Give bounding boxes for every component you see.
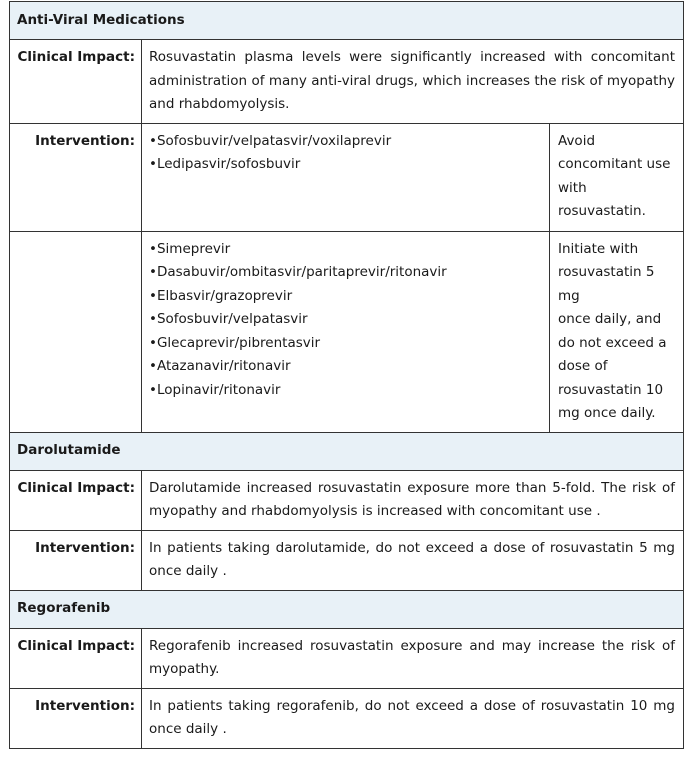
list-item: • Simeprevir — [149, 238, 542, 262]
note-line: with — [558, 179, 587, 196]
clinical-impact-row — [10, 40, 684, 124]
note-line: rosuvastatin 5 — [558, 264, 655, 280]
clinical-impact-row — [10, 628, 684, 688]
empty-label-cell — [10, 231, 142, 432]
intervention-note — [550, 231, 684, 432]
clinical-impact-text: Regorafenib increased rosuvastatin exposure and may increase the risk of myopathy. — [142, 628, 684, 688]
note-line: mg once daily. — [558, 405, 656, 421]
list-item: • Dasabuvir/ombitasvir/paritaprevir/ritonavir — [149, 261, 542, 285]
intervention-label: Intervention: — [10, 123, 142, 231]
drug-interactions-table — [9, 1, 684, 749]
drug-list — [149, 130, 542, 177]
section-title: Regorafenib — [10, 590, 684, 628]
intervention-text: In patients taking regorafenib, do not exceed a dose of rosuvastatin 10 mg once daily . — [142, 688, 684, 748]
intervention-label: Intervention: — [10, 530, 142, 590]
intervention-row — [10, 231, 684, 432]
note-line: do not exceed a — [558, 334, 667, 351]
note-line: rosuvastatin 10 — [558, 381, 664, 398]
clinical-impact-label: Clinical Impact: — [10, 40, 142, 124]
drug-list-cell — [142, 231, 550, 432]
note-line: rosuvastatin. — [558, 203, 646, 219]
intervention-note — [550, 123, 684, 231]
clinical-impact-row — [10, 470, 684, 530]
list-item: • Glecaprevir/pibrentasvir — [149, 332, 542, 356]
list-item: • Sofosbuvir/velpatasvir — [149, 308, 542, 332]
note-line: Initiate with — [558, 240, 639, 257]
intervention-row — [10, 123, 684, 231]
list-item: • Atazanavir/ritonavir — [149, 355, 542, 379]
intervention-row — [10, 530, 684, 590]
note-line: mg — [558, 287, 580, 304]
section-header — [10, 432, 684, 470]
drug-list — [149, 238, 542, 403]
clinical-impact-text: Rosuvastatin plasma levels were significantly increased with concomitant administration of many anti-viral drugs, which increases the risk of myopathy and rhabdomyolysis. — [142, 40, 684, 124]
intervention-text: In patients taking darolutamide, do not exceed a dose of rosuvastatin 5 mg once daily . — [142, 530, 684, 590]
section-header — [10, 590, 684, 628]
list-item: • Ledipasvir/sofosbuvir — [149, 153, 542, 177]
list-item: • Elbasvir/grazoprevir — [149, 285, 542, 309]
drug-list-cell — [142, 123, 550, 231]
note-line: Avoid — [558, 132, 596, 149]
section-title: Anti-Viral Medications — [10, 2, 684, 40]
note-line: once daily, and — [558, 311, 662, 327]
clinical-impact-text: Darolutamide increased rosuvastatin exposure more than 5-fold. The risk of myopathy and rhabdomyolysis is increased with concomitant use . — [142, 470, 684, 530]
section-header — [10, 2, 684, 40]
intervention-label: Intervention: — [10, 688, 142, 748]
list-item: • Lopinavir/ritonavir — [149, 379, 542, 403]
list-item: • Sofosbuvir/velpatasvir/voxilaprevir — [149, 130, 542, 154]
clinical-impact-label: Clinical Impact: — [10, 470, 142, 530]
intervention-row — [10, 688, 684, 748]
clinical-impact-label: Clinical Impact: — [10, 628, 142, 688]
note-line: concomitant use — [558, 156, 671, 172]
section-title: Darolutamide — [10, 432, 684, 470]
note-line: dose of — [558, 358, 608, 374]
